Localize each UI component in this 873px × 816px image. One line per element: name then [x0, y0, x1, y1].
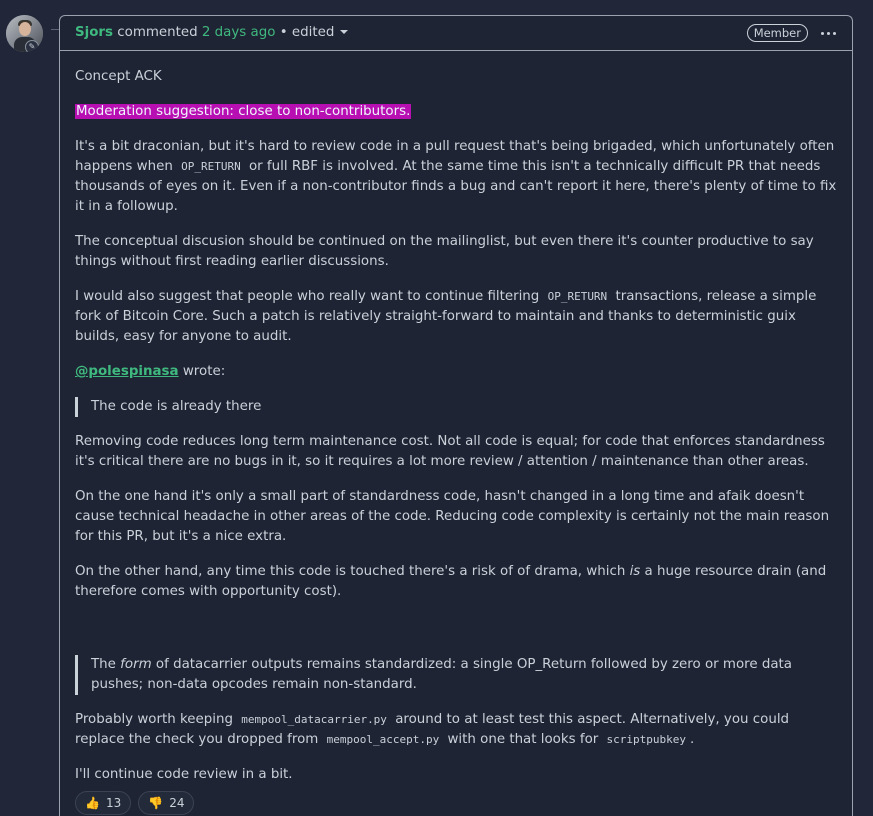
more-options-icon[interactable]	[821, 32, 836, 35]
paragraph: I would also suggest that people who really want to continue filtering OP_RETURN transactions, release a simple fork of Bitcoin Core. Such a patch is relatively straight-forward to maintain and thanks to deterministic guix builds, easy for anyone to audit.	[75, 289, 817, 344]
paragraph: Probably worth keeping mempool_datacarrier.py around to at least test this aspect. Alternatively, you could replace the check you dropped from mempool_accept.py with one that looks for scriptpubkey .	[75, 712, 790, 747]
user-mention-link[interactable]: @polespinasa	[75, 364, 179, 379]
avatar[interactable]	[6, 15, 43, 52]
inline-code: mempool_datacarrier.py	[241, 713, 387, 726]
inline-code: scriptpubkey	[606, 733, 687, 746]
paragraph: It's a bit draconian, but it's hard to review code in a pull request that's being brigaded, which unfortunately often happens when OP_RETURN or full RBF is involved. At the same time this isn't a technically difficult PR that needs thousands of eyes on it. Even if a non-contributor finds a bug and can't report it here, there's plenty of time to fix it in a followup.	[75, 139, 837, 214]
paragraph: Removing code reduces long term maintenance cost. Not all code is equal; for code that enforces standardness it's critical there are no bugs in it, so it requires a lot more review / attention / maintenance than other areas.	[75, 434, 825, 469]
thumbs-down-icon: 👎	[148, 796, 164, 810]
paragraph: Concept ACK	[75, 69, 162, 84]
author-link[interactable]: Sjors	[75, 25, 114, 40]
paragraph	[75, 102, 837, 122]
paragraph: @polespinasa wrote:	[75, 364, 226, 379]
inline-code: mempool_accept.py	[326, 733, 440, 746]
sponsor-badge-icon: ✎	[25, 40, 39, 52]
reaction-thumbs-up-button[interactable]	[75, 791, 131, 815]
reaction-count: 13	[105, 796, 122, 810]
comment-action: commented	[117, 25, 198, 40]
comment-body	[60, 51, 852, 815]
edited-label: edited	[291, 25, 335, 40]
thumbs-up-icon: 👍	[85, 796, 100, 810]
blockquote: The code is already there	[75, 397, 837, 417]
comment-card	[59, 15, 853, 816]
paragraph: On the other hand, any time this code is touched there's a risk of of drama, which is a huge resource drain (and therefore comes with opportunity cost).	[75, 564, 827, 599]
paragraph: The conceptual discusion should be continued on the mailinglist, but even there it's counter productive to say things without first reading earlier discussions.	[75, 234, 814, 269]
separator: •	[279, 25, 288, 40]
paragraph: On the one hand it's only a small part of standardness code, hasn't changed in a long time and afaik doesn't cause technical headache in other areas of the code. Reducing code complexity is certainly not the main reason for this PR, but it's a nice extra.	[75, 489, 830, 544]
edited-dropdown[interactable]	[292, 23, 348, 43]
highlighted-text: Moderation suggestion: close to non-contributors.	[76, 104, 411, 119]
paragraph: I'll continue code review in a bit.	[75, 767, 293, 782]
comment-header	[60, 16, 852, 51]
reactions-bar	[75, 791, 837, 815]
reaction-count: 24	[169, 796, 185, 810]
timestamp-link[interactable]: 2 days ago	[201, 25, 276, 40]
reaction-thumbs-down-button[interactable]	[138, 791, 194, 815]
chevron-down-icon	[340, 30, 348, 34]
blockquote: The form of datacarrier outputs remains standardized: a single OP_Return followed by zero or more data pushes; non-data opcodes remain non-standard.	[75, 655, 837, 695]
inline-code: OP_RETURN	[181, 160, 241, 173]
inline-code: OP_RETURN	[547, 290, 608, 303]
member-badge: Member	[747, 24, 808, 42]
